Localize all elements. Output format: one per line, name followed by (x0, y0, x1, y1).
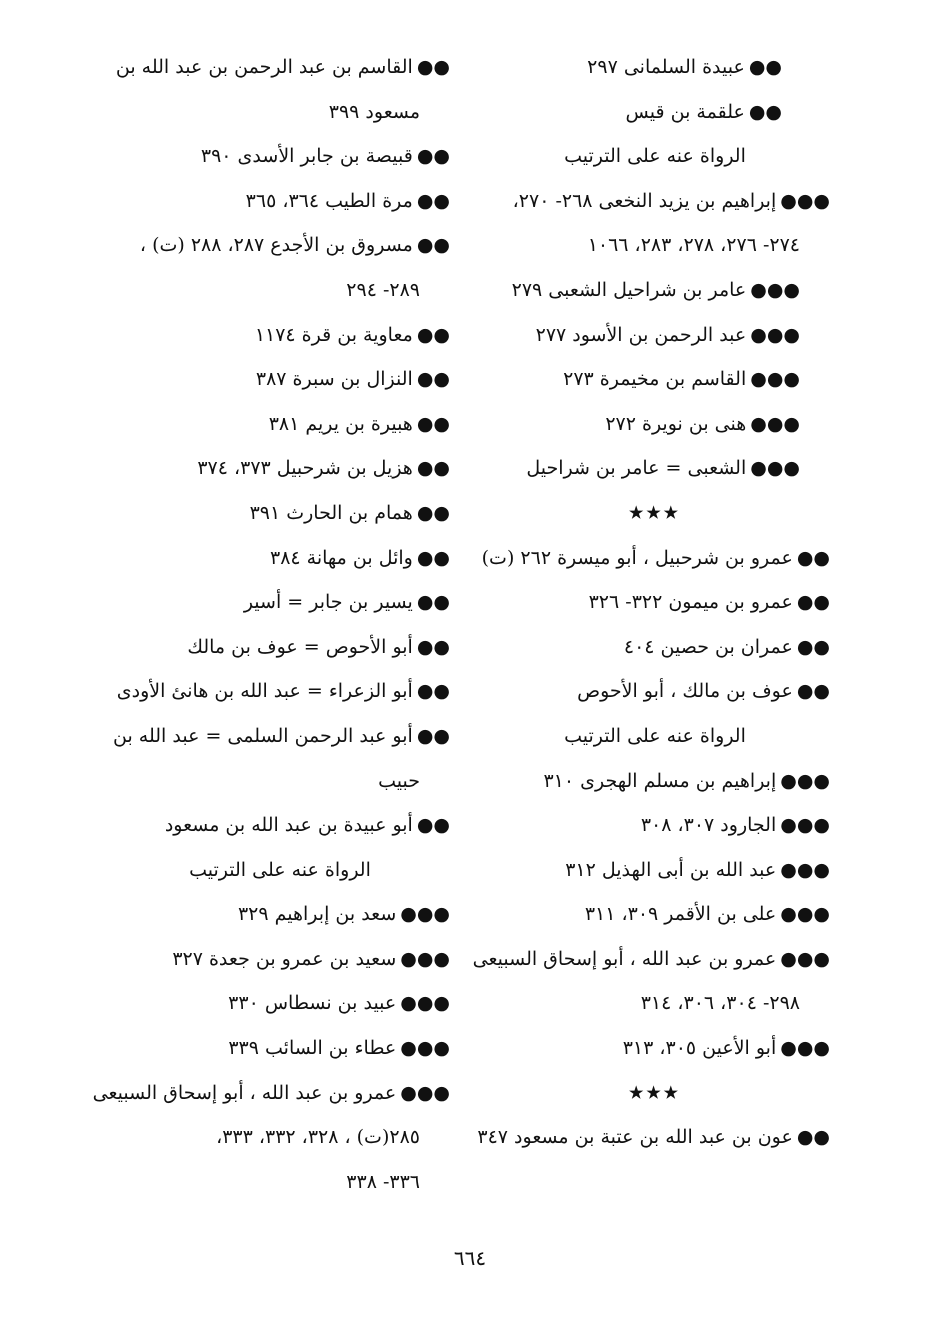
entry-text: على بن الأقمر ٣٠٩، ٣١١ (584, 903, 777, 926)
right-index-column (472, 56, 830, 1171)
bullet-marker: ●● (416, 457, 450, 480)
entry-text: عطاء بن السائب ٣٣٩ (228, 1037, 397, 1060)
index-entry (110, 1126, 450, 1148)
index-entry (480, 279, 830, 301)
bullet-marker: ●●● (750, 368, 800, 391)
bullet-marker: ●●● (750, 457, 800, 480)
index-entry (110, 1037, 450, 1059)
entry-text: هزيل بن شرحبيل ٣٧٣، ٣٧٤ (197, 457, 413, 480)
bullet-marker: ●●● (780, 903, 830, 926)
bullet-marker: ●● (416, 501, 450, 524)
bullet-marker: ●● (416, 234, 450, 257)
index-entry (480, 591, 830, 613)
index-entry (110, 368, 450, 390)
index-entry (480, 770, 830, 792)
bullet-marker: ●● (416, 635, 450, 658)
index-entry (480, 190, 830, 212)
index-entry (480, 368, 830, 390)
index-entry (480, 324, 830, 346)
index-entry (110, 56, 450, 78)
bullet-marker: ●● (416, 546, 450, 569)
entry-text: ٢٩٨- ٣٠٤، ٣٠٦، ٣١٤ (640, 992, 800, 1015)
entry-text: ٢٨٩- ٢٩٤ (346, 278, 420, 301)
entry-text: ★★★ (628, 1082, 682, 1102)
entry-text: القاسم بن مخيمرة ٢٧٣ (563, 368, 747, 391)
entry-text: ٢٧٤- ٢٧٦، ٢٧٨، ٢٨٣، ١٠٦٦ (587, 234, 800, 257)
entry-text: مسعود ٣٩٩ (328, 100, 420, 123)
bullet-marker: ●●● (780, 769, 830, 792)
index-entry (110, 324, 450, 346)
entry-text: الجارود ٣٠٧، ٣٠٨ (640, 814, 777, 837)
entry-text: ★★★ (628, 502, 682, 522)
index-entry (480, 859, 830, 881)
entry-text: عبيدة السلمانى ٢٩٧ (587, 56, 745, 78)
bullet-marker: ●● (796, 680, 830, 703)
bullet-marker: ●● (416, 145, 450, 168)
index-entry (110, 992, 450, 1014)
index-entry (480, 56, 830, 78)
index-entry (110, 413, 450, 435)
bullet-marker: ●●● (400, 903, 450, 926)
entry-text: القاسم بن عبد الرحمن بن عبد الله بن (115, 56, 413, 78)
entry-text: ٢٨٥(ت) ، ٣٢٨، ٣٣٢، ٣٣٣، (216, 1126, 420, 1149)
entry-text: عبيد بن نسطاس ٣٣٠ (228, 992, 397, 1015)
entry-text: قبيصة بن جابر الأسدى ٣٩٠ (200, 145, 413, 168)
entry-text: أبو الأعين ٣٠٥، ٣١٣ (622, 1037, 777, 1060)
entry-text: سعيد بن عمرو بن جعدة ٣٢٧ (172, 947, 397, 970)
entry-text: علقمة بن قيس (625, 100, 745, 123)
left-index-column (92, 56, 450, 1215)
entry-text: عامر بن شراحيل الشعبى ٢٧٩ (511, 278, 747, 301)
index-entry (110, 725, 450, 747)
page-number: ٦٦٤ (453, 1246, 487, 1270)
index-entry (110, 101, 450, 123)
bullet-marker: ●●● (750, 278, 800, 301)
index-entry (480, 547, 830, 569)
entry-text: أبو الأحوص = عوف بن مالك (187, 635, 413, 658)
bullet-marker: ●●● (750, 412, 800, 435)
index-entry (110, 234, 450, 256)
entry-text: عمرو بن شرحبيل ، أبو ميسرة ٢٦٢ (ت) (481, 546, 793, 569)
entry-text: وائل بن مهانة ٣٨٤ (270, 546, 413, 569)
entry-text: عبد الله بن أبى الهذيل ٣١٢ (565, 858, 777, 881)
index-entry (480, 234, 830, 256)
index-entry (110, 1171, 450, 1193)
section-divider (480, 1082, 830, 1104)
entry-text: عون بن عبد الله بن عتبة بن مسعود ٣٤٧ (477, 1126, 793, 1149)
index-entry (110, 190, 450, 212)
index-entry (110, 547, 450, 569)
bullet-marker: ●●● (780, 858, 830, 881)
bullet-marker: ●● (796, 591, 830, 614)
bullet-marker: ●●● (780, 1037, 830, 1060)
section-heading (480, 725, 830, 747)
index-entry (110, 279, 450, 301)
entry-text: مرة الطيب ٣٦٤، ٣٦٥ (245, 189, 413, 212)
entry-text: سعد بن إبراهيم ٣٢٩ (237, 903, 397, 926)
bullet-marker: ●● (796, 635, 830, 658)
entry-text: عبد الرحمن بن الأسود ٢٧٧ (535, 323, 747, 346)
bullet-marker: ●● (416, 680, 450, 703)
bullet-marker: ●●● (400, 947, 450, 970)
bullet-marker: ●● (416, 323, 450, 346)
bullet-marker: ●● (796, 546, 830, 569)
index-entry (480, 814, 830, 836)
bullet-marker: ●● (416, 368, 450, 391)
index-entry (92, 1081, 450, 1104)
index-entry (110, 770, 450, 792)
entry-text: عمرو بن ميمون ٣٢٢- ٣٢٦ (588, 591, 793, 614)
entry-text: هبيرة بن يريم ٣٨١ (268, 412, 413, 435)
bullet-marker: ●●● (780, 947, 830, 970)
index-entry (110, 636, 450, 658)
entry-text: ٣٣٦- ٣٣٨ (346, 1170, 420, 1193)
entry-text: الرواة عنه على الترتيب (189, 858, 371, 881)
bullet-marker: ●●● (750, 323, 800, 346)
index-entry (480, 1037, 830, 1059)
section-heading (480, 145, 830, 167)
index-entry (480, 457, 830, 479)
bullet-marker: ●● (748, 100, 782, 123)
entry-text: همام بن الحارث ٣٩١ (249, 501, 413, 524)
bullet-marker: ●●● (780, 189, 830, 212)
entry-text: أبو عبد الرحمن السلمى = عبد الله بن (112, 724, 413, 747)
entry-text: الشعبى = عامر بن شراحيل (526, 457, 747, 480)
index-entry (480, 680, 830, 702)
entry-text: عمرو بن عبد الله ، أبو إسحاق السبيعى (92, 1081, 397, 1104)
entry-text: حبيب (378, 769, 420, 792)
entry-text: عمران بن حصين ٤٠٤ (623, 635, 793, 658)
index-entry (480, 413, 830, 435)
entry-text: الرواة عنه على الترتيب (564, 145, 746, 168)
index-entry (110, 502, 450, 524)
section-divider (480, 502, 830, 524)
entry-text: يسير بن جابر = أسير (243, 591, 413, 614)
entry-text: إبراهيم بن يزيد النخعى ٢٦٨- ٢٧٠، (512, 189, 777, 212)
index-entry (480, 101, 830, 123)
index-entry (480, 636, 830, 658)
index-entry (110, 591, 450, 613)
bullet-marker: ●● (416, 189, 450, 212)
index-entry (110, 948, 450, 970)
entry-text: هنى بن نويرة ٢٧٢ (605, 412, 747, 435)
entry-text: إبراهيم بن مسلم الهجرى ٣١٠ (543, 769, 777, 792)
bullet-marker: ●● (796, 1126, 830, 1149)
entry-text: عوف بن مالك ، أبو الأحوص (577, 680, 793, 703)
index-entry (480, 903, 830, 925)
bullet-marker: ●● (748, 56, 782, 78)
bullet-marker: ●● (416, 56, 450, 78)
index-entry (110, 680, 450, 702)
index-entry (110, 814, 450, 836)
entry-text: الرواة عنه على الترتيب (564, 724, 746, 747)
section-heading (110, 859, 450, 881)
index-entry (477, 1126, 830, 1149)
index-entry (110, 903, 450, 925)
bullet-marker: ●● (416, 412, 450, 435)
entry-text: عمرو بن عبد الله ، أبو إسحاق السبيعى (472, 947, 777, 970)
index-entry (472, 947, 830, 970)
bullet-marker: ●●● (400, 992, 450, 1015)
bullet-marker: ●● (416, 591, 450, 614)
entry-text: مسروق بن الأجدع ٢٨٧، ٢٨٨ (ت) ، (139, 234, 413, 257)
entry-text: النزال بن سبرة ٣٨٧ (255, 368, 413, 391)
entry-text: معاوية بن قرة ١١٧٤ (254, 323, 413, 346)
bullet-marker: ●●● (400, 1037, 450, 1060)
index-entry (480, 992, 830, 1014)
bullet-marker: ●●● (780, 814, 830, 837)
bullet-marker: ●● (416, 724, 450, 747)
index-entry (110, 457, 450, 479)
bullet-marker: ●●● (400, 1081, 450, 1104)
bullet-marker: ●● (416, 814, 450, 837)
index-entry (110, 145, 450, 167)
entry-text: أبو عبيدة بن عبد الله بن مسعود (164, 814, 413, 837)
entry-text: أبو الزعراء = عبد الله بن هانئ الأودى (116, 680, 413, 703)
